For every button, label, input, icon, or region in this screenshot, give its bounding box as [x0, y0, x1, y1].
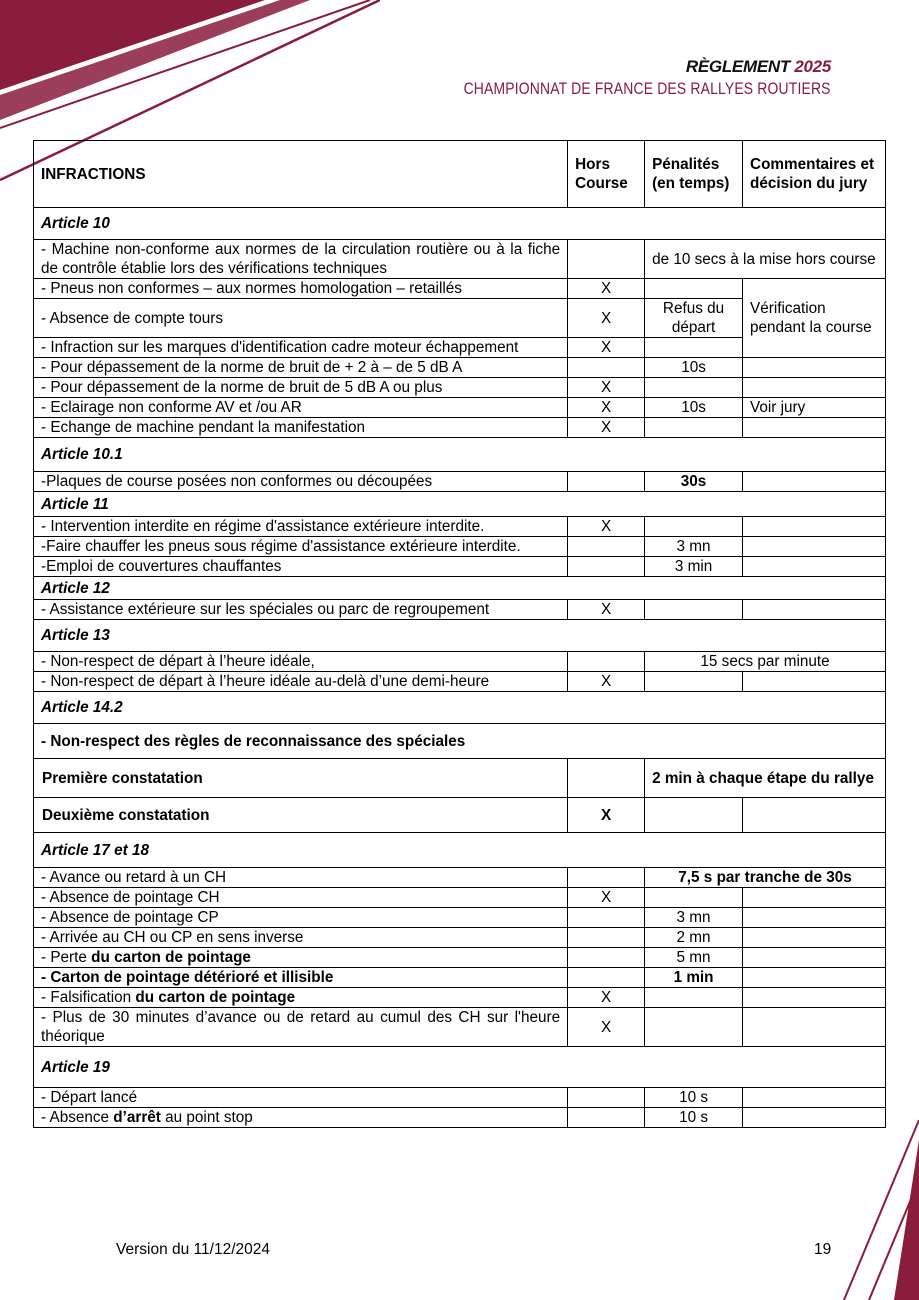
- infraction-cell: - Infraction sur les marques d'identification cadre moteur échappement: [34, 338, 568, 358]
- penalty-cell: [645, 988, 743, 1008]
- hors-course-cell: [568, 472, 645, 492]
- hors-course-cell: [568, 652, 645, 672]
- article-title: Article 10: [34, 208, 886, 240]
- infraction-text: - Perte: [41, 949, 92, 966]
- penalty-cell: [645, 338, 743, 358]
- comment-cell: [743, 472, 886, 492]
- hors-course-cell: X: [568, 672, 645, 692]
- comment-cell: [743, 988, 886, 1008]
- table-row: [34, 928, 886, 948]
- infraction-cell: - Avance ou retard à un CH: [34, 868, 568, 888]
- infraction-cell: [34, 988, 568, 1008]
- hors-course-cell: [568, 1108, 645, 1128]
- table-row: [34, 378, 886, 398]
- hors-course-cell: [568, 557, 645, 577]
- infraction-text: - Absence: [41, 1109, 114, 1126]
- comment-cell: [743, 517, 886, 537]
- infraction-cell: - Départ lancé: [34, 1088, 568, 1108]
- article-heading-row: [34, 692, 886, 724]
- hors-course-cell: [568, 358, 645, 378]
- penalty-cell: [645, 517, 743, 537]
- comment-cell: Voir jury: [743, 398, 886, 418]
- table-row: [34, 537, 886, 557]
- infraction-cell: - Pour dépassement de la norme de bruit de + 2 à – de 5 dB A: [34, 358, 568, 378]
- comment-cell: [743, 928, 886, 948]
- infraction-cell: - Arrivée au CH ou CP en sens inverse: [34, 928, 568, 948]
- table-row: [34, 888, 886, 908]
- infraction-cell: - Carton de pointage détérioré et illisible: [34, 968, 568, 988]
- infraction-cell: - Plus de 30 minutes d’avance ou de retard au cumul des CH sur l'heure théorique: [34, 1008, 568, 1047]
- comment-cell: [743, 418, 886, 438]
- infraction-text: - Falsification: [41, 989, 136, 1006]
- hors-course-cell: X: [568, 798, 645, 833]
- table-row: [34, 724, 886, 759]
- article-title: Article 12: [34, 577, 886, 600]
- infraction-cell: - Intervention interdite en régime d'assistance extérieure interdite.: [34, 517, 568, 537]
- infraction-emphasis: du carton de pointage: [91, 949, 251, 966]
- comment-cell: [743, 537, 886, 557]
- hors-course-cell: [568, 1088, 645, 1108]
- comment-cell: [743, 908, 886, 928]
- regulation-label: RÈGLEMENT: [685, 57, 790, 76]
- hors-course-cell: X: [568, 888, 645, 908]
- penalty-cell: 7,5 s par tranche de 30s: [645, 868, 886, 888]
- penalty-cell: 3 mn: [645, 537, 743, 557]
- table-row: [34, 652, 886, 672]
- article-title: Article 17 et 18: [34, 833, 886, 868]
- article-title: Article 19: [34, 1047, 886, 1088]
- table-row: [34, 968, 886, 988]
- infraction-cell: -Emploi de couvertures chauffantes: [34, 557, 568, 577]
- hors-course-cell: X: [568, 338, 645, 358]
- penalty-cell: 2 mn: [645, 928, 743, 948]
- article-heading-row: [34, 492, 886, 517]
- penalty-cell: 1 min: [645, 968, 743, 988]
- table-row: [34, 759, 886, 798]
- table-row: [34, 868, 886, 888]
- table-row: [34, 418, 886, 438]
- hors-course-cell: X: [568, 378, 645, 398]
- article-heading-row: [34, 438, 886, 472]
- penalty-cell: [645, 279, 743, 299]
- penalty-cell: 2 min à chaque étape du rallye: [645, 759, 886, 798]
- penalty-cell: [645, 600, 743, 620]
- infraction-cell: - Absence de pointage CP: [34, 908, 568, 928]
- infraction-cell: Première constatation: [34, 759, 568, 798]
- penalty-cell: 10 s: [645, 1088, 743, 1108]
- document-header: [383, 57, 831, 99]
- infractions-table: [33, 140, 886, 1128]
- penalty-cell: de 10 secs à la mise hors course: [645, 240, 886, 279]
- table-row: [34, 279, 886, 299]
- penalty-cell: 15 secs par minute: [645, 652, 886, 672]
- penalty-cell: 3 mn: [645, 908, 743, 928]
- championship-subtitle: CHAMPIONNAT DE FRANCE DES RALLYES ROUTIERS: [463, 79, 831, 98]
- comment-cell: [743, 948, 886, 968]
- article-heading-row: [34, 833, 886, 868]
- infraction-cell: - Non-respect de départ à l’heure idéale,: [34, 652, 568, 672]
- table-row: [34, 908, 886, 928]
- table-row: [34, 600, 886, 620]
- penalty-cell: 10s: [645, 358, 743, 378]
- article-title: Article 13: [34, 620, 886, 652]
- comment-cell: [743, 1108, 886, 1128]
- penalty-cell: 10 s: [645, 1108, 743, 1128]
- table-row: [34, 358, 886, 378]
- penalty-cell: [645, 378, 743, 398]
- hors-course-cell: X: [568, 517, 645, 537]
- hors-course-cell: [568, 968, 645, 988]
- regulation-year: 2025: [794, 57, 831, 76]
- penalty-cell: [645, 1008, 743, 1047]
- comment-cell: [743, 798, 886, 833]
- penalty-cell: 5 mn: [645, 948, 743, 968]
- table-row: [34, 517, 886, 537]
- article-heading-row: [34, 577, 886, 600]
- header-infractions: INFRACTIONS: [34, 141, 568, 208]
- comment-cell: [743, 968, 886, 988]
- comment-cell: [743, 557, 886, 577]
- hors-course-cell: X: [568, 398, 645, 418]
- article-title: Article 10.1: [34, 438, 886, 472]
- penalty-cell: [645, 888, 743, 908]
- comment-cell: [743, 888, 886, 908]
- infraction-cell: Deuxième constatation: [34, 798, 568, 833]
- infraction-text: au point stop: [160, 1109, 253, 1126]
- infraction-cell: -Faire chauffer les pneus sous régime d'assistance extérieure interdite.: [34, 537, 568, 557]
- table-row: [34, 1088, 886, 1108]
- table-row: [34, 798, 886, 833]
- infraction-subheading: - Non-respect des règles de reconnaissance des spéciales: [34, 724, 886, 759]
- infraction-cell: [34, 948, 568, 968]
- regulation-title: [383, 57, 831, 77]
- hors-course-cell: [568, 928, 645, 948]
- article-heading-row: [34, 1047, 886, 1088]
- comment-cell: [743, 600, 886, 620]
- table-row: [34, 1008, 886, 1047]
- article-title: Article 11: [34, 492, 886, 517]
- hors-course-cell: [568, 537, 645, 557]
- table-header-row: [34, 141, 886, 208]
- comment-cell: [743, 1088, 886, 1108]
- infraction-cell: -Plaques de course posées non conformes ou découpées: [34, 472, 568, 492]
- hors-course-cell: [568, 948, 645, 968]
- hors-course-cell: [568, 868, 645, 888]
- infraction-cell: - Assistance extérieure sur les spéciales ou parc de regroupement: [34, 600, 568, 620]
- penalty-cell: [645, 672, 743, 692]
- comment-cell: [743, 1008, 886, 1047]
- infraction-cell: - Absence de compte tours: [34, 299, 568, 338]
- header-commentaires: Commentaires et décision du jury: [743, 141, 886, 208]
- article-heading-row: [34, 208, 886, 240]
- comment-cell: Vérification pendant la course: [743, 279, 886, 358]
- hors-course-cell: X: [568, 988, 645, 1008]
- version-date: Version du 11/12/2024: [116, 1241, 270, 1258]
- article-title: Article 14.2: [34, 692, 886, 724]
- comment-cell: [743, 358, 886, 378]
- table-row: [34, 398, 886, 418]
- penalty-cell: 3 min: [645, 557, 743, 577]
- header-penalites: Pénalités (en temps): [645, 141, 743, 208]
- infraction-cell: - Echange de machine pendant la manifestation: [34, 418, 568, 438]
- infraction-cell: - Machine non-conforme aux normes de la circulation routière ou à la fiche de contrôle établie lors des vérifications techniques: [34, 240, 568, 279]
- footer-decoration: [839, 1120, 919, 1300]
- table-row: [34, 948, 886, 968]
- infraction-cell: - Pneus non conformes – aux normes homologation – retaillés: [34, 279, 568, 299]
- hors-course-cell: [568, 759, 645, 798]
- infraction-emphasis: d’arrêt: [113, 1109, 161, 1126]
- header-hors-course: Hors Course: [568, 141, 645, 208]
- infraction-cell: [34, 1108, 568, 1128]
- article-heading-row: [34, 620, 886, 652]
- penalty-cell: [645, 798, 743, 833]
- hors-course-cell: X: [568, 299, 645, 338]
- table-row: [34, 1108, 886, 1128]
- infraction-cell: - Non-respect de départ à l’heure idéale au-delà d’une demi-heure: [34, 672, 568, 692]
- table-row: [34, 988, 886, 1008]
- penalty-cell: 10s: [645, 398, 743, 418]
- page-number: 19: [814, 1241, 832, 1258]
- hors-course-cell: [568, 240, 645, 279]
- penalty-cell: Refus du départ: [645, 299, 743, 338]
- hors-course-cell: X: [568, 600, 645, 620]
- table-row: [34, 240, 886, 279]
- comment-cell: [743, 378, 886, 398]
- table-row: [34, 557, 886, 577]
- hors-course-cell: X: [568, 418, 645, 438]
- infraction-cell: - Pour dépassement de la norme de bruit de 5 dB A ou plus: [34, 378, 568, 398]
- hors-course-cell: X: [568, 1008, 645, 1047]
- table-row: [34, 672, 886, 692]
- table-row: [34, 472, 886, 492]
- infraction-cell: - Absence de pointage CH: [34, 888, 568, 908]
- comment-cell: [743, 672, 886, 692]
- penalty-cell: [645, 418, 743, 438]
- infraction-emphasis: du carton de pointage: [135, 989, 296, 1006]
- penalty-cell: 30s: [645, 472, 743, 492]
- hors-course-cell: X: [568, 279, 645, 299]
- hors-course-cell: [568, 908, 645, 928]
- infraction-cell: - Eclairage non conforme AV et /ou AR: [34, 398, 568, 418]
